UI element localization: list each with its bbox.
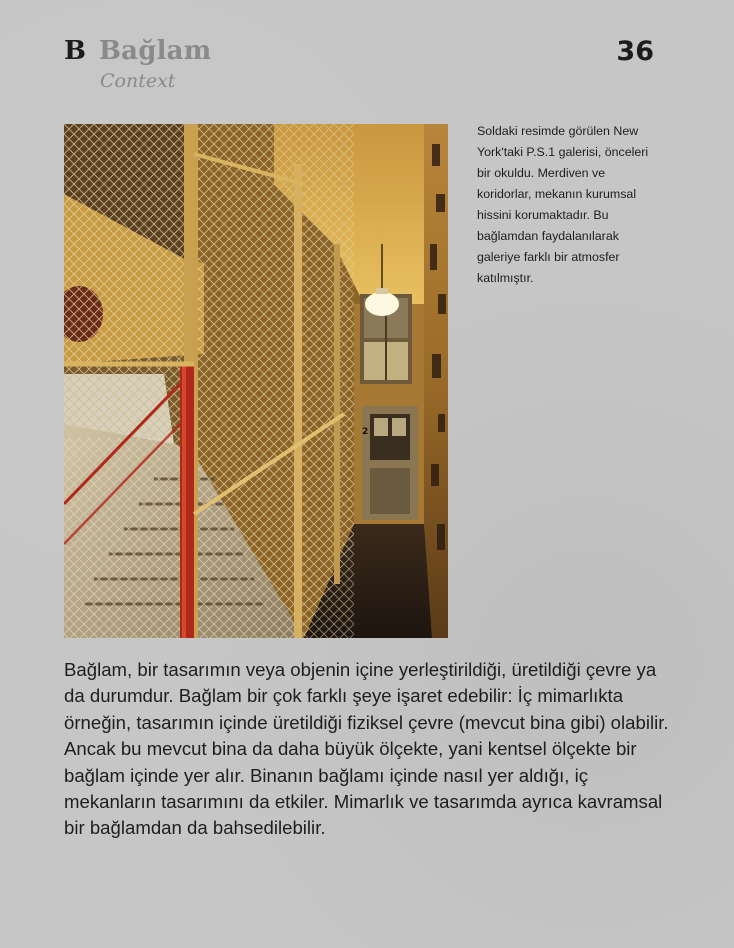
stairwell-photo <box>64 124 448 638</box>
door-number: 2 <box>362 427 369 437</box>
page-number: 36 <box>616 36 654 67</box>
page-subtitle: Context <box>100 70 176 92</box>
section-letter: B <box>64 36 86 66</box>
photo-caption: Soldaki resimde görülen New York'taki P.S.1 galerisi, önceleri bir okuldu. Merdiven ve koridorlar, mekanın kurumsal hissini korumaktadır. Bu bağlamdan faydalanılarak galeriye farklı bir atmosfer katılmıştır. <box>477 124 649 285</box>
body-paragraph: Bağlam, bir tasarımın veya objenin içine yerleştirildiği, üretildiği çevre ya da durumdur. Bağlam bir çok farklı şeye işaret edebilir: İç mimarlıkta örneğin, tasarımın içinde üretildiği fiziksel çevre (mevcut bina gibi) olabilir. Ancak bu mevcut bina da daha büyük ölçekte, yani kentsel ölçekte bir bağlam içinde yer alır. Binanın bağlamı içinde nasıl yer aldığı, iç mekanların tasarımını da etkiler. Mimarlık ve tasarımda ayrıca kavramsal bir bağlamdan da bahsedilebilir. <box>64 659 669 839</box>
page-title: Bağlam <box>99 36 212 66</box>
